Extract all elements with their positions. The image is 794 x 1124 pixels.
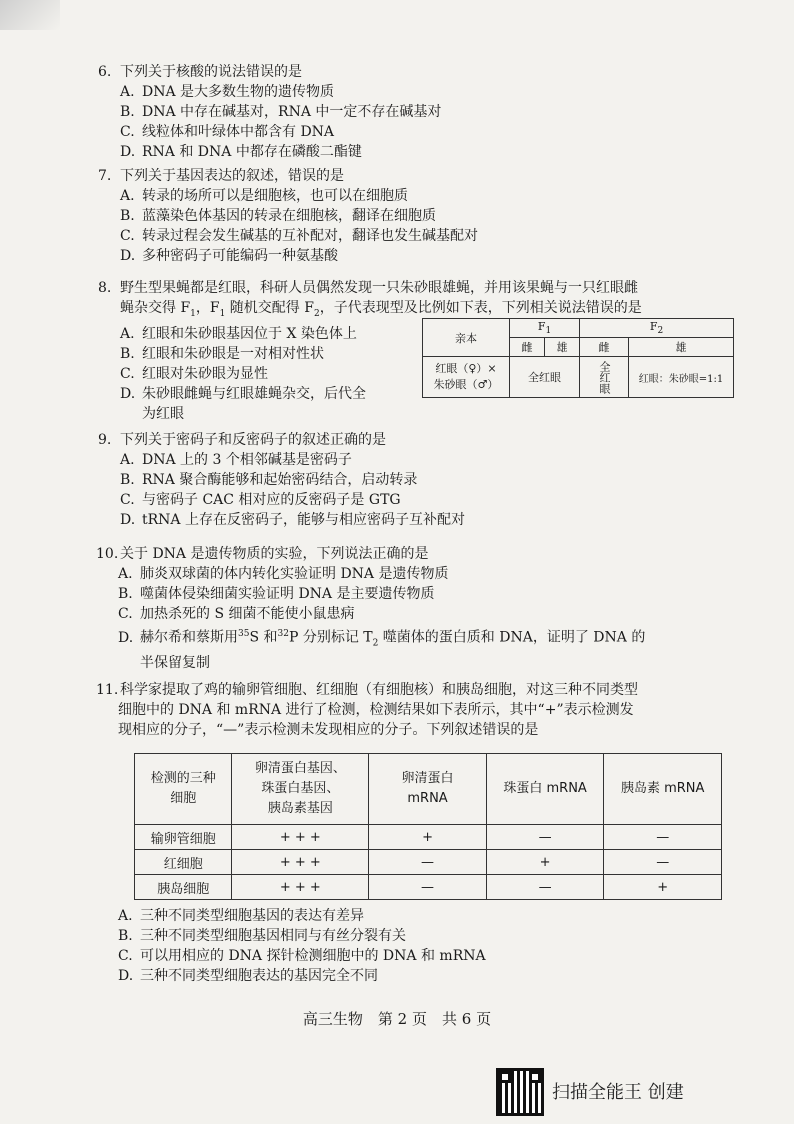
option-d-continued: 为红眼 — [142, 405, 184, 422]
cell: — — [486, 825, 604, 850]
f1-male-header: 雄 — [545, 338, 580, 357]
question-11-options — [96, 906, 716, 986]
option-b: B. RNA 聚合酶能够和起始密码结合，启动转录 — [120, 472, 418, 488]
question-stem: 下列关于密码子和反密码子的叙述正确的是 — [120, 432, 386, 448]
option-c: C. 红眼对朱砂眼为显性 — [120, 365, 268, 382]
question-number: 6. — [98, 64, 112, 80]
option-d: D. RNA 和 DNA 中都存在磷酸二酯键 — [120, 144, 362, 160]
option-a: A. DNA 上的 3 个相邻碱基是密码子 — [120, 452, 352, 468]
question-stem: 下列关于核酸的说法错误的是 — [120, 64, 302, 80]
question-number: 9. — [98, 432, 112, 448]
option-c: C. 与密码子 CAC 相对应的反密码子是 GTG — [120, 492, 401, 508]
question-stem: 野生型果蝇都是红眼，科研人员偶然发现一只朱砂眼雄蝇，并用该果蝇与一只红眼雌 — [120, 280, 638, 296]
cell: + + + — [232, 875, 369, 900]
cell: 红细胞 — [135, 850, 232, 875]
question-stem-line2: 蝇杂交得 $F_1$，$F_1$ 随机交配得 $F_2$，子代表现型及比例如下表，下列相关说法错误的是 — [120, 300, 642, 319]
page-footer: 高三生物 第 2 页 共 6 页 — [302, 1010, 492, 1028]
col-header-insulin-mrna: 胰岛素 mRNA — [604, 754, 722, 825]
question-number: 10. — [96, 546, 119, 562]
cell: — — [369, 875, 487, 900]
cell: — — [369, 850, 487, 875]
q8-cross-table — [422, 318, 734, 398]
cell: — — [604, 825, 722, 850]
table-row — [135, 875, 722, 900]
question-9 — [98, 430, 708, 530]
option-c: C. 可以用相应的 DNA 探针检测细胞中的 DNA 和 mRNA — [118, 948, 486, 964]
header-parent: 亲本 — [423, 319, 510, 357]
option-a: A. 红眼和朱砂眼基因位于 X 染色体上 — [120, 325, 357, 342]
cell: 输卵管细胞 — [135, 825, 232, 850]
q11-detection-table — [134, 753, 722, 900]
f1-value: 全红眼 — [510, 357, 580, 398]
question-11 — [96, 680, 716, 740]
cell: — — [604, 850, 722, 875]
option-c: C. 线粒体和叶绿体中都含有 DNA — [120, 124, 335, 140]
cell: + + + — [232, 850, 369, 875]
qr-code-icon — [496, 1068, 544, 1116]
question-number: 8. — [98, 280, 112, 296]
cell: + + + — [232, 825, 369, 850]
f2-female-header: 雌 — [580, 338, 629, 357]
option-b: B. DNA 中存在碱基对，RNA 中一定不存在碱基对 — [120, 104, 442, 120]
option-d: D. tRNA 上存在反密码子，能够与相应密码子互补配对 — [120, 512, 465, 528]
question-stem: 科学家提取了鸡的输卵管细胞、红细胞（有细胞核）和胰岛细胞，对这三种不同类型 — [120, 682, 638, 698]
header-f2: $F_2$ — [580, 319, 734, 338]
question-7 — [98, 166, 708, 266]
option-a: A. 转录的场所可以是细胞核，也可以在细胞质 — [120, 188, 408, 204]
option-b: B. 三种不同类型细胞基因相同与有丝分裂有关 — [118, 928, 406, 944]
option-c: C. 加热杀死的 S 细菌不能使小鼠患病 — [118, 606, 355, 622]
option-a: A. 三种不同类型细胞基因的表达有差异 — [118, 908, 364, 924]
option-b: B. 蓝藻染色体基因的转录在细胞核，翻译在细胞质 — [120, 208, 436, 224]
table-row — [135, 850, 722, 875]
col-header-cells: 检测的三种 细胞 — [135, 754, 232, 825]
f1-female-header: 雌 — [510, 338, 545, 357]
option-b: B. 红眼和朱砂眼是一对相对性状 — [120, 345, 324, 362]
f2-male-header: 雄 — [629, 338, 734, 357]
question-stem: 下列关于基因表达的叙述，错误的是 — [120, 168, 344, 184]
question-10 — [96, 544, 716, 673]
cell: 胰岛细胞 — [135, 875, 232, 900]
col-header-globin-mrna: 珠蛋白 mRNA — [486, 754, 604, 825]
option-d: D. 朱砂眼雌蝇与红眼雄蝇杂交，后代全 — [120, 385, 366, 402]
cell: + — [604, 875, 722, 900]
f2-male-value: 红眼：朱砂眼=1:1 — [629, 357, 734, 398]
option-d-continued: 半保留复制 — [140, 655, 210, 672]
question-6 — [98, 62, 708, 162]
page-edge-shadow — [0, 0, 60, 30]
question-stem-line2: 细胞中的 DNA 和 mRNA 进行了检测，检测结果如下表所示，其中“+”表示检测发 — [118, 702, 634, 718]
col-header-genes: 卵清蛋白基因、 珠蛋白基因、 胰岛素基因 — [232, 754, 369, 825]
option-d: D. 多种密码子可能编码一种氨基酸 — [120, 248, 338, 264]
cell: + — [369, 825, 487, 850]
question-number: 11. — [96, 682, 119, 698]
question-stem: 关于 DNA 是遗传物质的实验，下列说法正确的是 — [120, 546, 429, 562]
option-d: D. 赫尔希和蔡斯用$^{35}$S 和$^{32}$P 分别标记 $T_2$ 噬菌体的蛋白质和 DNA，证明了 DNA 的 — [118, 629, 646, 649]
option-a: A. 肺炎双球菌的体内转化实验证明 DNA 是遗传物质 — [118, 566, 449, 582]
parent-cell: 红眼（♀）× 朱砂眼（♂） — [423, 357, 510, 398]
f2-female-value: 全红眼 — [580, 357, 629, 398]
col-header-ovalbumin-mrna: 卵清蛋白 mRNA — [369, 754, 487, 825]
cell: + — [486, 850, 604, 875]
option-d: D. 三种不同类型细胞表达的基因完全不同 — [118, 968, 378, 984]
table-header-row — [135, 754, 722, 825]
scanner-watermark: 扫描全能王 创建 — [552, 1082, 684, 1103]
question-stem-line3: 现相应的分子，“—”表示检测未发现相应的分子。下列叙述错误的是 — [118, 722, 539, 738]
table-row — [135, 825, 722, 850]
option-b: B. 噬菌体侵染细菌实验证明 DNA 是主要遗传物质 — [118, 586, 435, 602]
question-number: 7. — [98, 168, 112, 184]
header-f1: $F_1$ — [510, 319, 580, 338]
cell: — — [486, 875, 604, 900]
option-a: A. DNA 是大多数生物的遗传物质 — [120, 84, 335, 100]
option-c: C. 转录过程会发生碱基的互补配对，翻译也发生碱基配对 — [120, 228, 478, 244]
